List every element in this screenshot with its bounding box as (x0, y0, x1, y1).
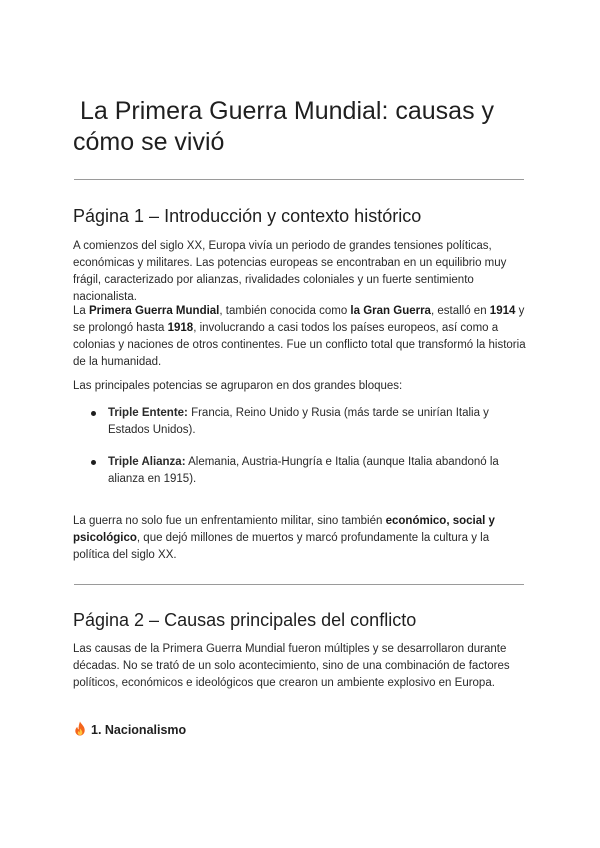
divider (74, 179, 524, 180)
bloc-name: Triple Entente: (108, 407, 188, 419)
document-title: La Primera Guerra Mundial: causas y cómo se vivió (73, 97, 501, 156)
list-item-triple-alianza: Triple Alianza: Alemania, Austria-Hungría e Italia (aunque Italia abandonó la alianza en 1915). (91, 454, 531, 488)
intro-paragraph: A comienzos del siglo XX, Europa vivía un periodo de grandes tensiones políticas, económicas y militares. Las potencias europeas se encontraban en un equilibrio muy frágil, caracterizado por alianzas, rivalidades coloniales y un fuerte sentimiento nacionalista. (73, 240, 507, 303)
bullet-dot (91, 460, 96, 465)
closing-paragraph: La guerra no solo fue un enfrentamiento militar, sino también económico, social y psicológico, que dejó millones de muertos y marcó profundamente la cultura y la política del siglo XX. (73, 515, 495, 561)
war-paragraph: La Primera Guerra Mundial, también conocida como la Gran Guerra, estalló en 1914 y se prolongó hasta 1918, involucrando a casi todos los países europeos, así como a colonias y naciones de otros continentes. Fue un conflicto total que transformó la historia de la humanidad. (73, 305, 526, 368)
bullet-dot (91, 411, 96, 416)
subheading-nacionalismo: 1. Nacionalismo (73, 721, 186, 739)
blocs-intro-paragraph: Las principales potencias se agruparon en dos grandes bloques: (73, 380, 403, 392)
section-heading-page-1: Página 1 – Introducción y contexto histórico (73, 206, 422, 226)
bloc-name: Triple Alianza: (108, 456, 186, 468)
fire-icon (73, 721, 87, 736)
divider (74, 584, 524, 585)
section-heading-page-2: Página 2 – Causas principales del conflicto (73, 610, 417, 630)
causes-intro-paragraph: Las causas de la Primera Guerra Mundial fueron múltiples y se desarrollaron durante décadas. No se trató de un solo acontecimiento, sino de una combinación de factores políticos, económicos e ideológicos que crearon un ambiente explosivo en Europa. (73, 643, 510, 689)
list-item-triple-entente: Triple Entente: Francia, Reino Unido y Rusia (más tarde se unirían Italia y Estados Unidos). (91, 405, 531, 439)
